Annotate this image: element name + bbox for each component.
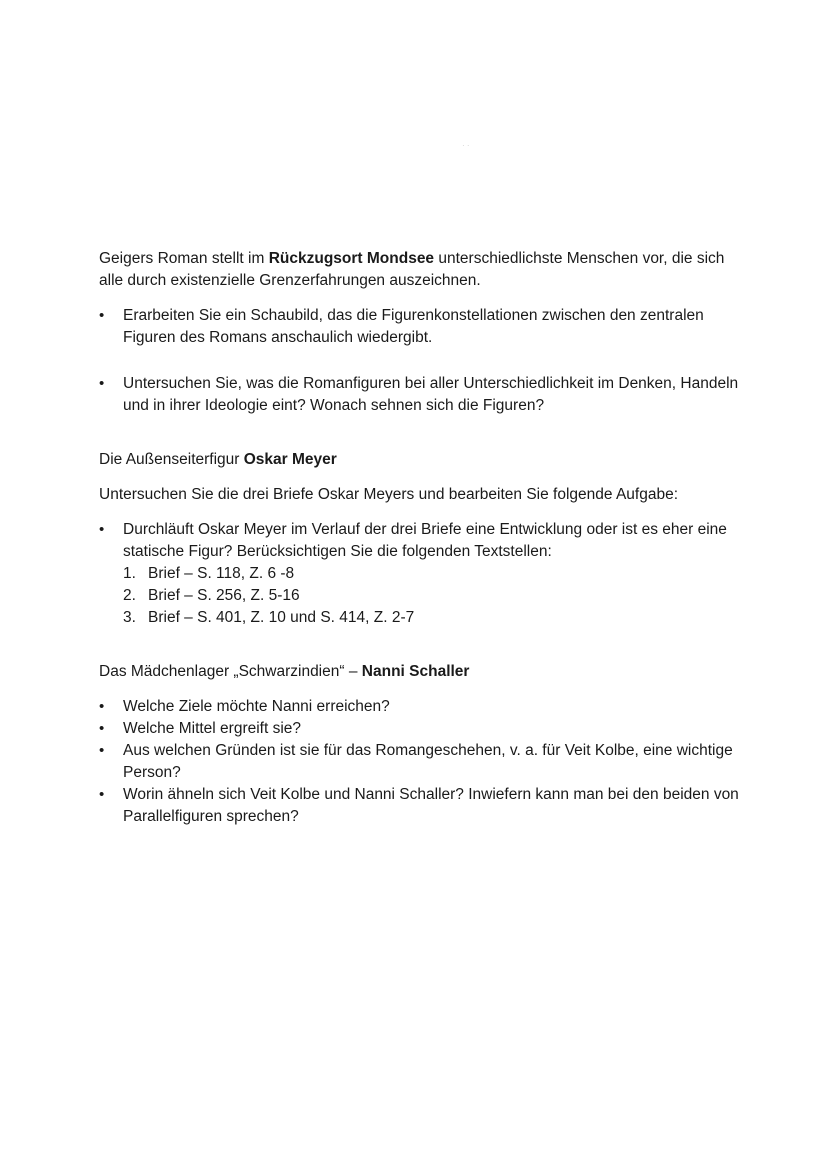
letter-item	[123, 585, 739, 607]
document-page	[99, 248, 739, 828]
letter-number: 2.	[123, 587, 136, 604]
list-item: • Worin ähneln sich Veit Kolbe und Nanni Schaller? Inwiefern kann man bei den beiden von Parallelfiguren sprechen?	[99, 784, 739, 828]
list-item: • Aus welchen Gründen ist sie für das Romangeschehen, v. a. für Veit Kolbe, eine wichtige Person?	[99, 740, 739, 784]
scan-artifact-mark: · ·	[462, 141, 470, 150]
section-heading-prefix: Die Außenseiterfigur	[99, 451, 244, 468]
letter-number: 3.	[123, 609, 136, 626]
section-heading-bold: Oskar Meyer	[243, 451, 337, 468]
letter-list	[123, 563, 739, 629]
letter-text: Brief – S. 118, Z. 6 -8	[148, 565, 295, 582]
section-heading-prefix: Das Mädchenlager „Schwarzindien“ –	[99, 663, 362, 680]
intro-text-start: Geigers Roman stellt im	[99, 250, 269, 267]
section-heading-oskar-meyer	[99, 449, 739, 471]
list-item: • Welche Mittel ergreift sie?	[99, 718, 739, 740]
section-heading-nanni-schaller	[99, 661, 739, 683]
list-item	[99, 519, 739, 629]
list-item: • Erarbeiten Sie ein Schaubild, das die Figurenkonstellationen zwischen den zentralen Figuren des Romans anschaulich wiedergibt.	[99, 305, 739, 349]
section-instruction: Untersuchen Sie die drei Briefe Oskar Meyers und bearbeiten Sie folgende Aufgabe:	[99, 486, 679, 503]
intro-text-end: unterschiedlichste Menschen vor, die sich alle durch existenzielle Grenzerfahrungen auszeichnen.	[99, 250, 725, 289]
letter-number: 1.	[123, 565, 136, 582]
intro-paragraph	[99, 248, 739, 292]
task-list-general	[99, 305, 739, 417]
task-list-oskar	[99, 519, 739, 629]
letter-text: Brief – S. 256, Z. 5-16	[148, 587, 300, 604]
intro-bold-place: Rückzugsort Mondsee	[268, 250, 435, 267]
letter-item	[123, 563, 739, 585]
letter-item	[123, 607, 739, 629]
section-heading-bold: Nanni Schaller	[361, 663, 470, 680]
question-list-nanni	[99, 696, 739, 828]
list-item: • Untersuchen Sie, was die Romanfiguren bei aller Unterschiedlichkeit im Denken, Handeln und in ihrer Ideologie eint? Wonach sehnen sich die Figuren?	[99, 373, 739, 417]
letter-text: Brief – S. 401, Z. 10 und S. 414, Z. 2-7	[148, 609, 415, 626]
list-item: • Welche Ziele möchte Nanni erreichen?	[99, 696, 739, 718]
task-text: Durchläuft Oskar Meyer im Verlauf der drei Briefe eine Entwicklung oder ist es eher eine statische Figur? Berücksichtigen Sie die folgenden Textstellen:	[123, 521, 727, 560]
